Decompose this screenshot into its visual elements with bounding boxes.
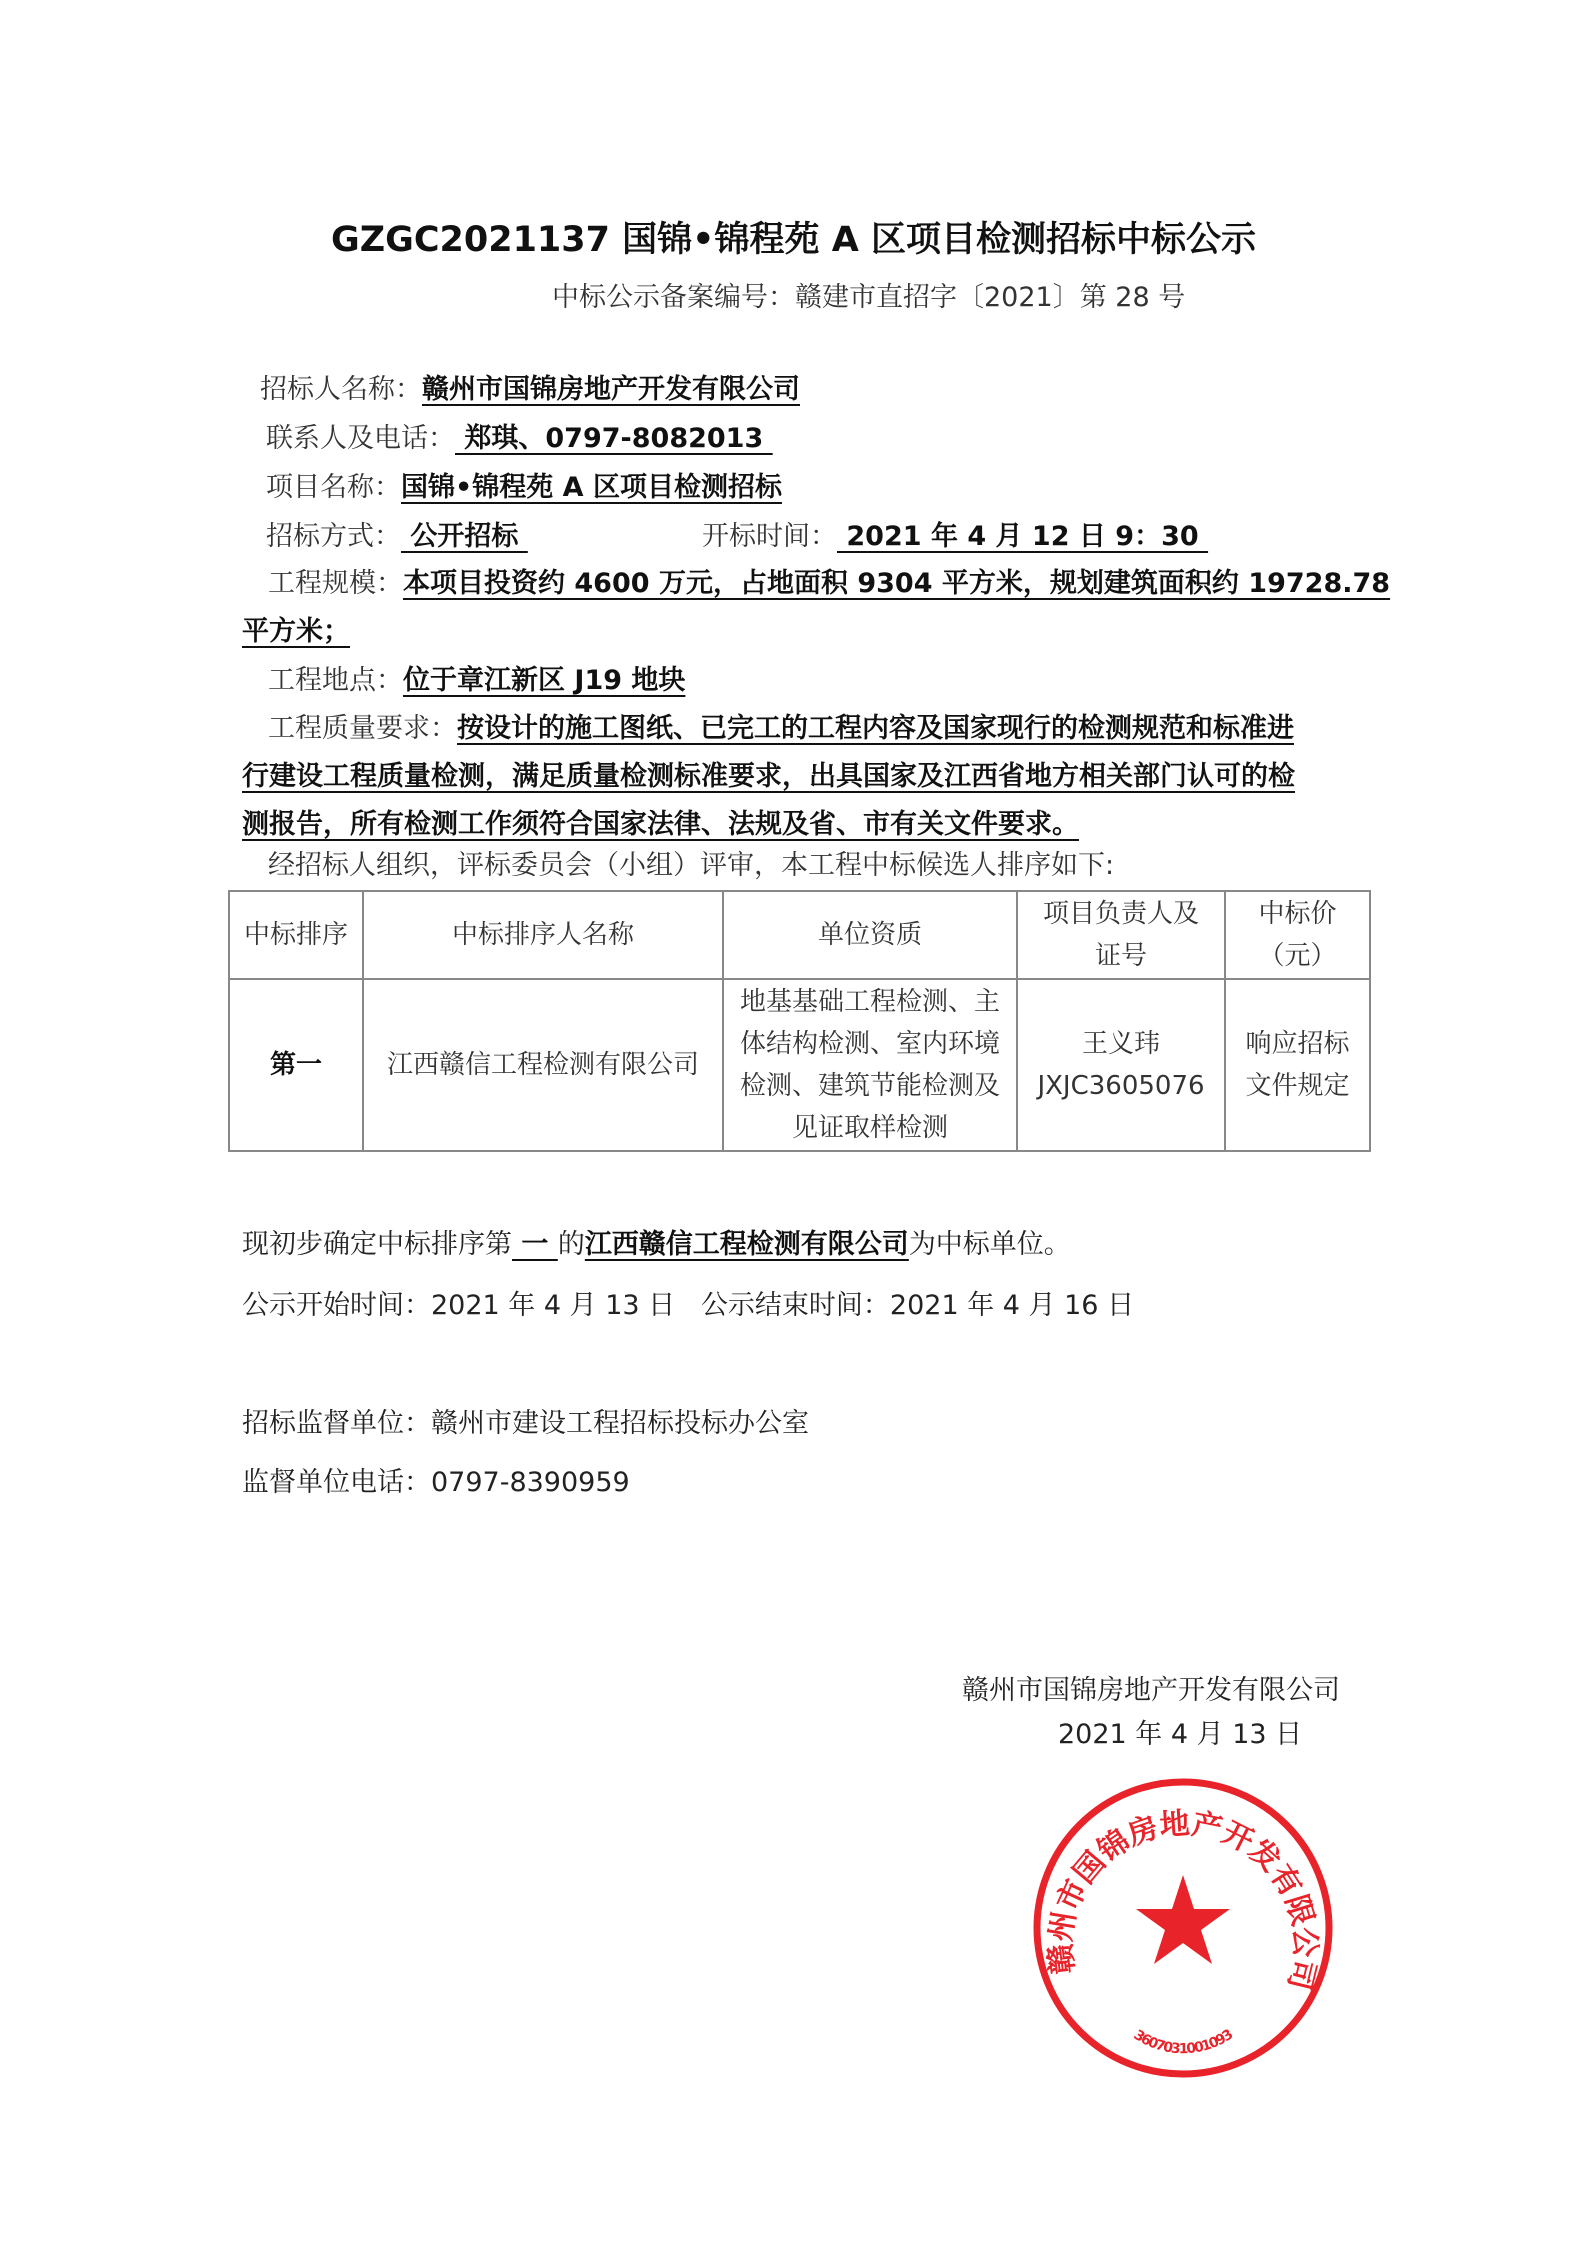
header-rank: 中标排序 bbox=[229, 891, 363, 979]
seal-text: 赣州市国锦房地产开发有限公司 bbox=[1043, 1806, 1323, 1994]
scale-line-2 bbox=[242, 614, 350, 650]
cell-name: 江西赣信工程检测有限公司 bbox=[363, 979, 723, 1151]
open-time-value: 2021 年 4 月 12 日 9：30 bbox=[837, 521, 1209, 552]
tenderer-line bbox=[260, 372, 800, 408]
project-line bbox=[266, 470, 782, 506]
manager-name: 王义玮 bbox=[1081, 1029, 1160, 1059]
scale-value-2: 平方米； bbox=[242, 616, 350, 647]
signature-company: 赣州市国锦房地产开发有限公司 bbox=[962, 1675, 1340, 1706]
quality-line-3 bbox=[242, 807, 1079, 843]
project-label: 项目名称： bbox=[266, 472, 401, 503]
header-name: 中标排序人名称 bbox=[363, 891, 723, 979]
result-rank: 一 bbox=[512, 1229, 558, 1260]
quality-line bbox=[268, 711, 1294, 747]
tenderer-value: 赣州市国锦房地产开发有限公司 bbox=[422, 374, 800, 405]
method-line bbox=[266, 519, 528, 555]
signature-date: 2021 年 4 月 13 日 bbox=[1058, 1719, 1303, 1750]
contact-value: 郑琪、0797-8082013 bbox=[455, 423, 773, 454]
scale-label: 工程规模： bbox=[268, 568, 403, 599]
supervisor-phone: 监督单位电话：0797-8390959 bbox=[242, 1467, 630, 1498]
site-label: 工程地点： bbox=[268, 665, 403, 696]
candidate-table bbox=[228, 890, 1371, 1152]
contact-label: 联系人及电话： bbox=[266, 423, 455, 454]
project-value: 国锦•锦程苑 A 区项目检测招标 bbox=[401, 472, 782, 503]
result-mid: 的 bbox=[557, 1229, 585, 1260]
open-time-line bbox=[702, 519, 1208, 555]
result-pre: 现初步确定中标排序第 bbox=[242, 1229, 512, 1260]
open-time-label: 开标时间： bbox=[702, 521, 837, 552]
contact-line bbox=[266, 421, 773, 457]
scale-line bbox=[268, 566, 1390, 602]
quality-label: 工程质量要求： bbox=[268, 713, 457, 744]
method-value: 公开招标 bbox=[401, 521, 528, 552]
seal-code: 3607031001093 bbox=[1130, 2026, 1237, 2058]
publicity-period: 公示开始时间：2021 年 4 月 13 日 公示结束时间：2021 年 4 月 16 日 bbox=[242, 1290, 1135, 1321]
quality-value-2: 行建设工程质量检测，满足质量检测标准要求，出具国家及江西省地方相关部门认可的检 bbox=[242, 761, 1295, 792]
cell-qualification: 地基基础工程检测、主体结构检测、室内环境检测、建筑节能检测及见证取样检测 bbox=[723, 979, 1017, 1151]
cell-price: 响应招标文件规定 bbox=[1225, 979, 1370, 1151]
table-row bbox=[229, 979, 1370, 1151]
seal-star-icon bbox=[1136, 1875, 1230, 1964]
quality-value-1: 按设计的施工图纸、已完工的工程内容及国家现行的检测规范和标准进 bbox=[457, 713, 1294, 744]
manager-cert: JXJC3605076 bbox=[1037, 1071, 1205, 1101]
cell-rank: 第一 bbox=[229, 979, 363, 1151]
table-header-row bbox=[229, 891, 1370, 979]
quality-value-3: 测报告，所有检测工作须符合国家法律、法规及省、市有关文件要求。 bbox=[242, 809, 1079, 840]
result-post: 为中标单位。 bbox=[908, 1229, 1071, 1260]
tenderer-label: 招标人名称： bbox=[260, 374, 422, 405]
record-number: 中标公示备案编号：赣建市直招字〔2021〕第 28 号 bbox=[552, 282, 1186, 313]
quality-line-2 bbox=[242, 759, 1295, 795]
header-price: 中标价（元） bbox=[1225, 891, 1370, 979]
document-title: GZGC2021137 国锦•锦程苑 A 区项目检测招标中标公示 bbox=[330, 220, 1256, 260]
supervisor: 招标监督单位：赣州市建设工程招标投标办公室 bbox=[242, 1408, 809, 1439]
cell-manager bbox=[1017, 979, 1225, 1151]
site-value: 位于章江新区 J19 地块 bbox=[403, 665, 686, 696]
company-seal bbox=[1030, 1775, 1336, 2081]
result-company: 江西赣信工程检测有限公司 bbox=[584, 1229, 909, 1260]
result-line bbox=[242, 1227, 1071, 1263]
method-label: 招标方式： bbox=[266, 521, 401, 552]
scale-value: 本项目投资约 4600 万元，占地面积 9304 平方米，规划建筑面积约 19728.78 bbox=[403, 568, 1391, 599]
ranking-intro: 经招标人组织，评标委员会（小组）评审，本工程中标候选人排序如下: bbox=[268, 850, 1115, 881]
header-qualification: 单位资质 bbox=[723, 891, 1017, 979]
site-line bbox=[268, 663, 685, 699]
header-manager: 项目负责人及证号 bbox=[1017, 891, 1225, 979]
